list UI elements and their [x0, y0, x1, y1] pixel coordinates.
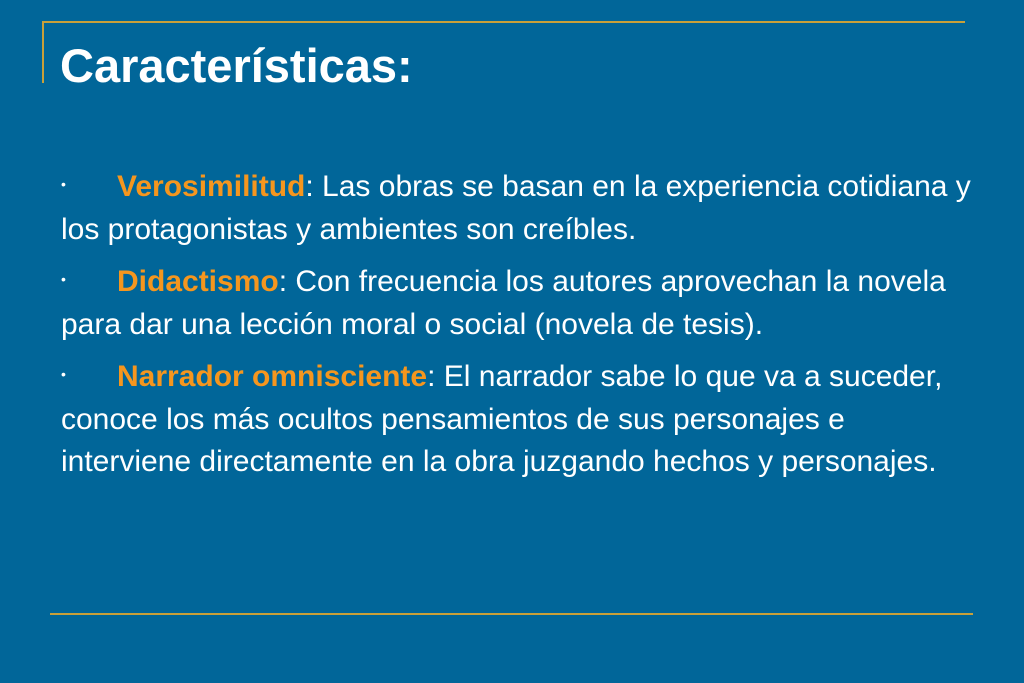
term-description: : El narrador sabe lo que va a suceder, conoce los más ocultos pensamientos de sus personajes e interviene directamente en la obra juzgando hechos y personajes.: [61, 360, 943, 479]
bullet-icon: •: [61, 271, 66, 288]
top-divider: [42, 21, 965, 23]
term-description: : Con frecuencia los autores aprovechan la novela para dar una lección moral o social (novela de tesis).: [61, 265, 946, 342]
bullet-item-narrador-omnisciente: [61, 356, 981, 483]
term-description: : Las obras se basan en la experiencia cotidiana y los protagonistas y ambientes son creíbles.: [61, 170, 971, 247]
term-label: Didactismo: [117, 265, 279, 299]
term-label: Narrador omnisciente: [117, 360, 428, 394]
bullet-list: [61, 166, 981, 493]
bullet-item-verosimilitud: [61, 166, 981, 251]
bullet-item-didactismo: [61, 261, 981, 346]
bullet-icon: •: [61, 366, 66, 383]
bottom-divider: [50, 613, 973, 615]
left-accent-line: [42, 21, 44, 83]
term-label: Verosimilitud: [117, 170, 306, 203]
bullet-icon: •: [61, 176, 66, 193]
slide-title: Características:: [60, 39, 413, 92]
